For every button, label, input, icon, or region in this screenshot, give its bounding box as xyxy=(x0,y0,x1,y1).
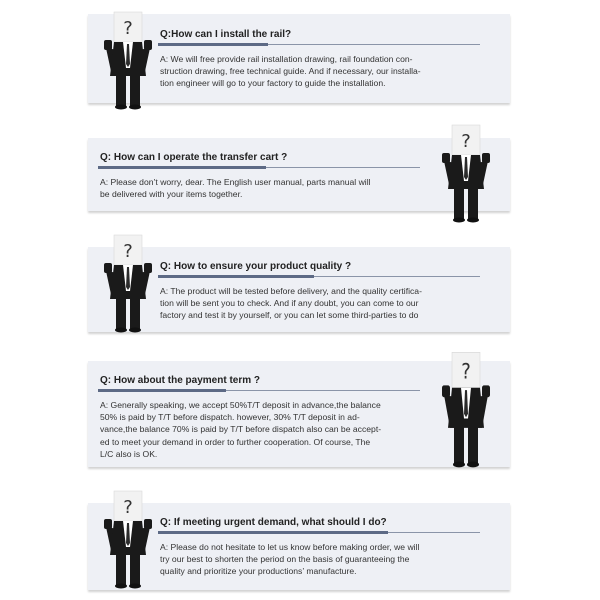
faq-question: Q: How can I operate the transfer cart ? xyxy=(100,152,288,163)
svg-text:?: ? xyxy=(123,241,133,262)
answer-line: A: The product will be tested before delivery, and the quality certifica- xyxy=(160,286,422,296)
question-underline-accent xyxy=(98,166,266,169)
faq-answer xyxy=(160,53,421,90)
person-figure xyxy=(430,123,502,223)
faq-answer xyxy=(100,176,371,200)
answer-line: tion engineer will go to your factory to guide the installation. xyxy=(160,78,386,89)
answer-line: 50% is paid by T/T before dispatch. however, 30% T/T deposit in ad- xyxy=(100,412,360,423)
question-underline-accent xyxy=(98,389,226,392)
answer-line: ed to meet your demand in order to further cooperation. Of course, The xyxy=(100,436,371,447)
answer-line: struction drawing, free technical guide. And if necessary, our installa- xyxy=(160,66,421,77)
answer-line: try our best to shorten the period on the basis of guaranteeing the xyxy=(160,554,410,565)
svg-text:?: ? xyxy=(461,358,471,384)
answer-line: factory and test it by yourself, or you can let some third-parties to do xyxy=(160,310,419,321)
question-underline-accent xyxy=(158,275,314,278)
faq-answer xyxy=(160,285,422,322)
businessman-question-sign-icon xyxy=(92,233,164,338)
svg-text:?: ? xyxy=(123,18,133,39)
answer-line: vance,the balance 70% is paid by T/T before dispatch also can be accept- xyxy=(100,424,382,435)
question-underline-accent xyxy=(158,531,388,534)
question-underline xyxy=(158,44,480,45)
person-figure xyxy=(92,10,164,110)
answer-line: A: Please do not hesitate to let us know before making order, we will xyxy=(160,542,420,552)
person-figure xyxy=(92,233,164,333)
answer-line: A: We will free provide rail installation drawing, rail foundation con- xyxy=(160,54,413,64)
answer-line: quality and prioritize your productions’ manufacture. xyxy=(160,566,357,577)
businessman-question-sign-icon xyxy=(430,350,502,473)
faq-question: Q:How can I install the rail? xyxy=(160,29,292,40)
businessman-question-sign-icon xyxy=(430,123,502,228)
question-underline-accent xyxy=(158,43,268,46)
answer-line: be delivered with your items together. xyxy=(100,189,243,200)
faq-question: Q: How to ensure your product quality ? xyxy=(160,261,352,272)
answer-line: L/C also is OK. xyxy=(100,448,158,459)
person-figure xyxy=(92,489,164,589)
faq-question: Q: How about the payment term ? xyxy=(100,375,261,386)
person-figure xyxy=(430,350,502,468)
answer-line: A: Generally speaking, we accept 50%T/T deposit in advance,the balance xyxy=(100,400,381,410)
answer-line: A: Please don’t worry, dear. The English user manual, parts manual will xyxy=(100,177,371,187)
answer-line: tion will be sent you to check. And if any doubt, you can come to our xyxy=(160,298,419,309)
businessman-question-sign-icon xyxy=(92,489,164,594)
question-underline xyxy=(98,390,420,391)
faq-question: Q: If meeting urgent demand, what should I do? xyxy=(160,517,387,528)
faq-answer xyxy=(160,541,419,578)
svg-text:?: ? xyxy=(461,131,471,152)
svg-text:?: ? xyxy=(123,497,133,518)
question-underline xyxy=(158,276,480,277)
question-underline xyxy=(158,532,480,533)
businessman-question-sign-icon xyxy=(92,10,164,115)
question-underline xyxy=(98,167,420,168)
faq-answer xyxy=(100,399,381,460)
